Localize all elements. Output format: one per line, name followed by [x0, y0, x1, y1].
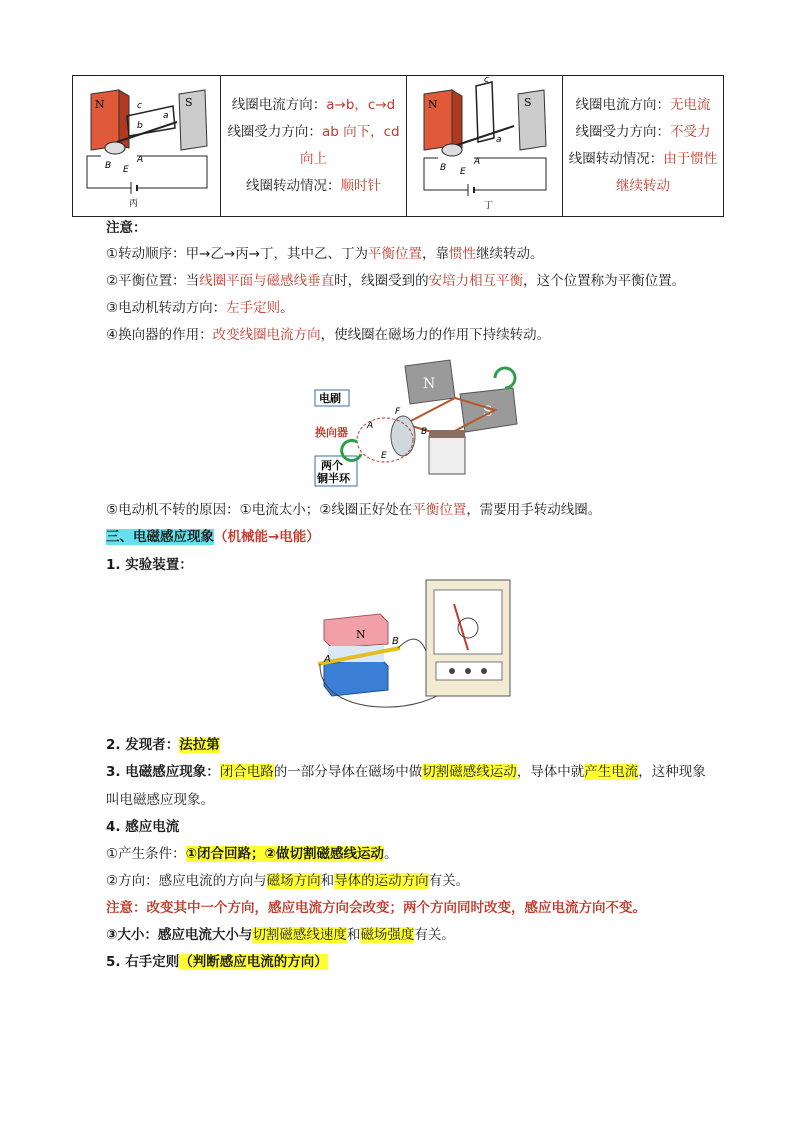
- force-direction-line-2: 向上: [300, 151, 327, 167]
- note-motor-not-turning: ⑤电动机不转的原因：①电流太小；②线圈正好处在平衡位置，需要用手转动线圈。: [106, 502, 602, 518]
- figure-bing-cell: [73, 76, 221, 217]
- motor-state-table: [72, 75, 724, 217]
- current-direction-line: 线圈电流方向：无电流: [575, 97, 711, 113]
- svg-text:丙: 丙: [128, 199, 138, 209]
- item-right-hand-rule: 5. 右手定则（判断感应电流的方向）: [106, 954, 328, 970]
- svg-text:B: B: [392, 636, 399, 647]
- svg-text:两个: 两个: [321, 459, 343, 472]
- rotation-line: 线圈转动情况：由于惯性: [568, 151, 718, 167]
- svg-text:铜半环: 铜半环: [317, 472, 350, 485]
- apparatus-figure: [318, 578, 516, 720]
- svg-text:S: S: [523, 96, 532, 109]
- svg-text:a: a: [495, 135, 502, 145]
- current-direction-line: 线圈电流方向：a→b，c→d: [231, 97, 396, 113]
- section-heading: 三、电磁感应现象（机械能→电能）: [106, 529, 320, 545]
- item-induced-current: 4. 感应电流: [106, 819, 180, 835]
- rotation-line-2: 继续转动: [616, 178, 670, 194]
- svg-text:N: N: [423, 376, 436, 392]
- svg-text:A: A: [324, 654, 331, 665]
- svg-text:S: S: [184, 96, 193, 109]
- direction-note: 注意：改变其中一个方向，感应电流方向会改变；两个方向同时改变，感应电流方向不变。: [106, 900, 646, 916]
- item-definition-cont: 叫电磁感应现象。: [106, 792, 214, 808]
- svg-text:B: B: [439, 163, 446, 173]
- svg-text:E: E: [459, 167, 466, 177]
- force-direction-line: 线圈受力方向：不受力: [575, 124, 711, 140]
- svg-text:N: N: [94, 98, 105, 111]
- svg-text:A: A: [473, 157, 480, 167]
- state-bing-description: [221, 76, 407, 217]
- induced-magnitude: ③大小：感应电流大小与切割磁感线速度和磁场强度有关。: [106, 927, 455, 943]
- figure-ding-cell: [407, 76, 563, 217]
- notes-title: 注意：: [106, 220, 147, 236]
- note-rotation-order: ①转动顺序：甲→乙→丙→丁，其中乙、丁为平衡位置，靠惯性继续转动。: [106, 246, 544, 262]
- svg-text:N: N: [427, 98, 438, 111]
- svg-text:c: c: [483, 76, 489, 85]
- svg-text:E: E: [381, 451, 387, 461]
- induced-condition: ①产生条件：①闭合回路；②做切割磁感线运动。: [106, 846, 398, 862]
- svg-text:c: c: [136, 101, 142, 111]
- note-commutator: ④换向器的作用：改变线圈电流方向，使线圈在磁场力的作用下持续转动。: [106, 327, 551, 343]
- svg-text:电刷: 电刷: [319, 392, 341, 405]
- svg-text:换向器: 换向器: [315, 426, 348, 439]
- motor-figure-ding: [410, 76, 560, 212]
- svg-text:a: a: [162, 111, 169, 121]
- svg-text:b: b: [136, 121, 143, 131]
- item-discoverer: 2. 发现者：法拉第: [106, 737, 220, 753]
- note-balance-position: ②平衡位置：当线圈平面与磁感线垂直时，线圈受到的安培力相互平衡，这个位置称为平衡位置。: [106, 273, 686, 289]
- motor-figure-bing: [77, 76, 217, 212]
- item-definition: 3. 电磁感应现象：闭合电路的一部分导体在磁场中做切割磁感线运动，导体中就产生电流，这种现象: [106, 764, 706, 780]
- induced-direction: ②方向：感应电流的方向与磁场方向和导体的运动方向有关。: [106, 873, 470, 889]
- svg-text:E: E: [122, 165, 129, 175]
- svg-text:S: S: [483, 404, 493, 420]
- commutator-figure: [305, 358, 530, 488]
- svg-text:B: B: [421, 427, 428, 437]
- svg-text:A: A: [367, 421, 374, 431]
- item-apparatus: 1. 实验装置：: [106, 557, 193, 573]
- force-direction-line: 线圈受力方向：ab 向下，cd: [227, 124, 400, 140]
- svg-text:N: N: [356, 628, 366, 641]
- note-motor-direction: ③电动机转动方向：左手定则。: [106, 300, 294, 316]
- state-ding-description: [563, 76, 724, 217]
- svg-text:丁: 丁: [483, 201, 493, 211]
- svg-text:F: F: [395, 407, 401, 417]
- svg-text:B: B: [104, 161, 111, 171]
- svg-text:A: A: [136, 155, 143, 165]
- rotation-line: 线圈转动情况：顺时针: [246, 178, 381, 194]
